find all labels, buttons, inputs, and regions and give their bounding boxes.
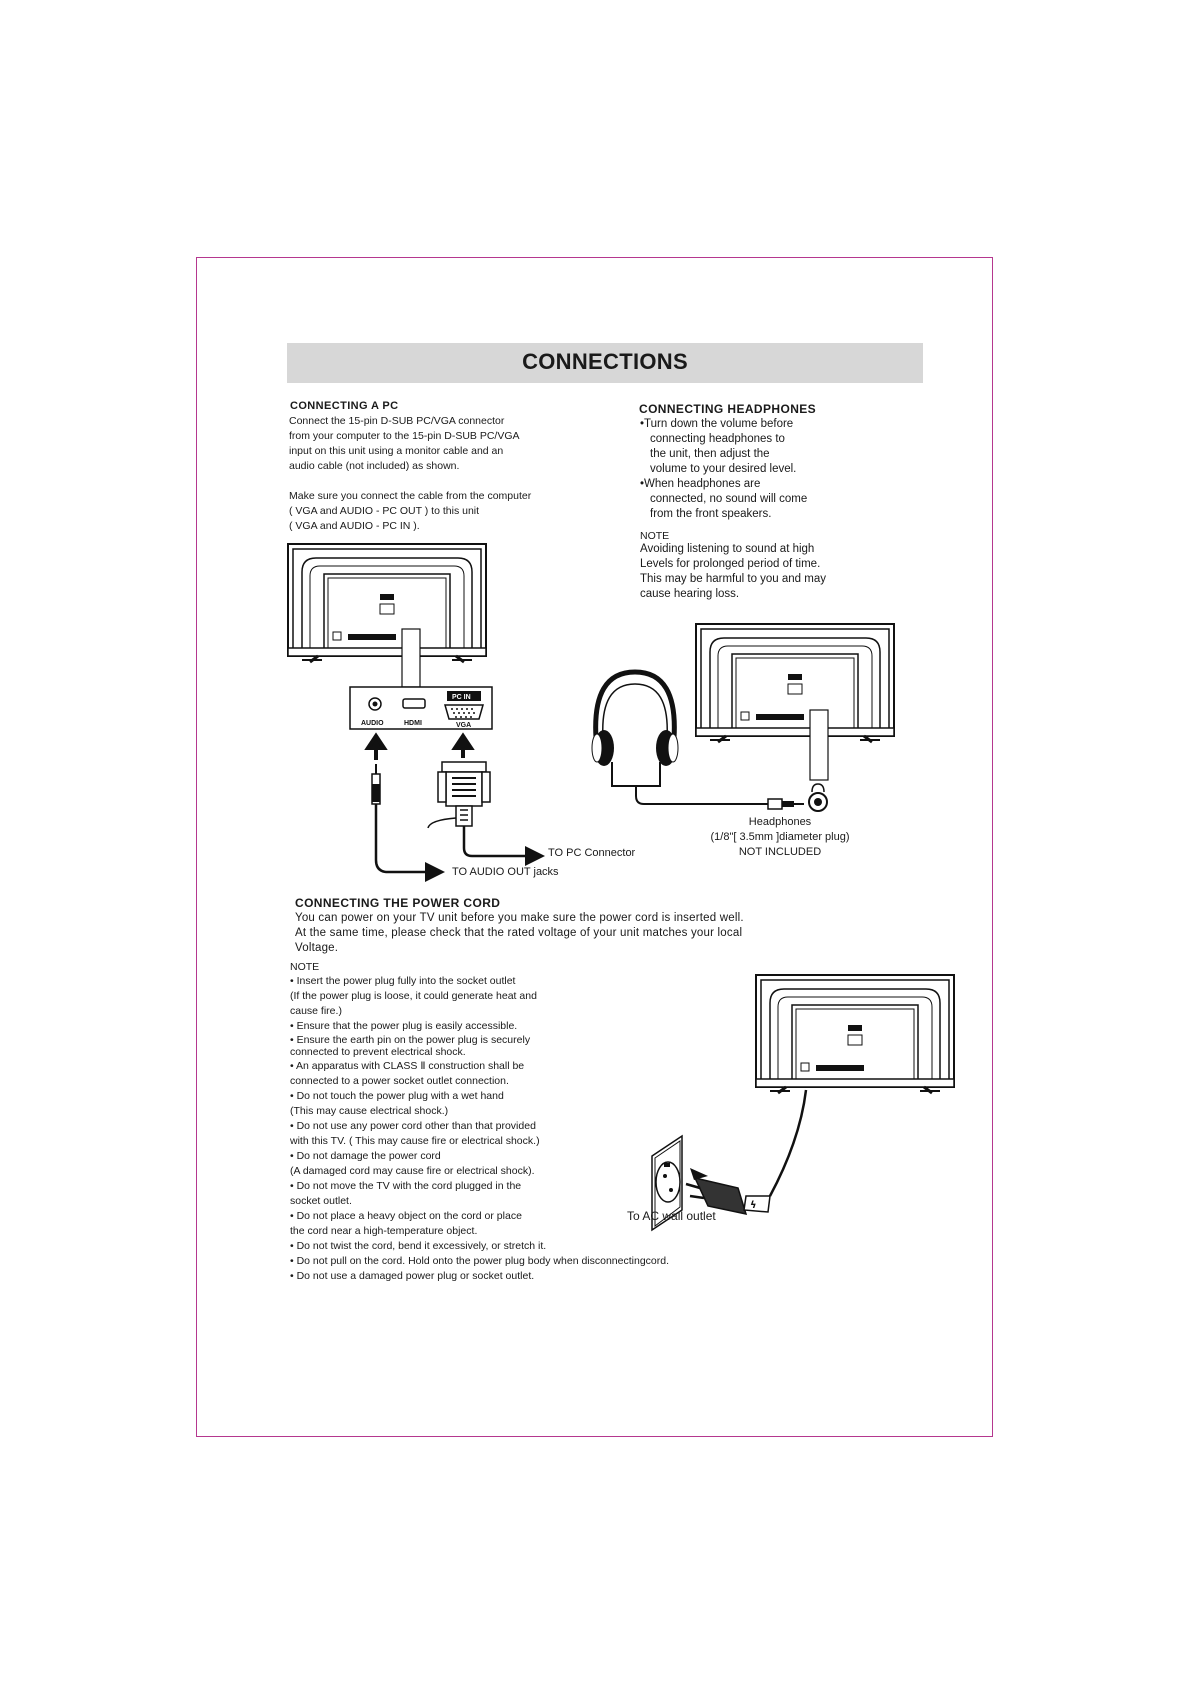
headphone-jack-icon xyxy=(809,784,827,811)
panel-label-hdmi: HDMI xyxy=(404,720,422,727)
headphones-bullets: •Turn down the volume before connecting headphones to the unit, then adjust the volume to your desired level. •When headphones are connected, no sound will come from the front speakers. xyxy=(640,418,808,520)
panel-label-vga: VGA xyxy=(456,722,472,729)
pc-paragraph-2: Make sure you connect the cable from the computer ( VGA and AUDIO - PC OUT ) to this unit ( VGA and AUDIO - PC IN ). xyxy=(289,490,532,532)
vga-plug-icon xyxy=(428,762,540,856)
connector-callout xyxy=(810,710,828,780)
pc-paragraph-1: Connect the 15-pin D-SUB PC/VGA connector from your computer to the 15-pin D-SUB PC/VGA input on this unit using a monitor cable and an audio cable (not included) as shown. xyxy=(289,415,520,472)
svg-text:ϟ: ϟ xyxy=(750,1200,757,1211)
power-intro: You can power on your TV unit before you make sure the power cord is inserted well. At the same time, please check that the rated voltage of your unit matches your local Voltage. xyxy=(295,912,744,954)
audio-plug-icon xyxy=(372,764,440,872)
pc-heading: CONNECTING A PC xyxy=(290,400,399,412)
panel-label-pc-in: PC IN xyxy=(452,694,471,701)
tv-rear-illustration-headphones xyxy=(696,624,894,742)
power-cord xyxy=(770,1090,806,1196)
headphones-heading: CONNECTING HEADPHONES xyxy=(639,402,817,416)
headphones-caption: Headphones (1/8"[ 3.5mm ]diameter plug) NOT INCLUDED xyxy=(710,816,850,858)
hdmi-port-icon xyxy=(403,699,425,708)
arrow-up-icon xyxy=(455,736,471,758)
label-to-audio-out: TO AUDIO OUT jacks xyxy=(452,866,559,878)
power-notes: • Insert the power plug fully into the socket outlet (If the power plug is loose, it could generate heat and cause fire.) • Ensure that the power plug is easily accessible. • Ensure the earth pin on the power plug is securely connected to prevent electrical shock. • An apparatus with CLASS Ⅱ construction shall be connected to a power socket outlet connection. • Do not touch the power plug with a wet hand (This may cause electrical shock.) • Do not use any power cord other than that provided with this TV. ( This may cause fire or electrical shock.) • Do not damage the power cord (A damaged cord may cause fire or electrical shock). • Do not move the TV with the cord plugged in the socket outlet. • Do not place a heavy object on the cord or place the cord near a high-temperature object. • Do not twist the cord, bend it excessively, or stretch it. • Do not pull on the cord. Hold onto the power plug body when disconnectingcord. • Do not use a damaged power plug or socket outlet. xyxy=(290,975,669,1282)
connector-panel xyxy=(350,687,492,729)
power-note-title: NOTE xyxy=(290,961,320,973)
page-title: CONNECTIONS xyxy=(522,349,688,374)
headphones-note: Avoiding listening to sound at high Levels for prolonged period of time. This may be harmful to you and may cause hearing loss. xyxy=(640,543,826,600)
power-heading: CONNECTING THE POWER CORD xyxy=(295,896,501,910)
headphones-note-title: NOTE xyxy=(640,530,670,542)
power-plug-icon xyxy=(686,1168,770,1214)
tv-rear-illustration-pc xyxy=(288,544,486,662)
connector-callout xyxy=(402,629,420,687)
tv-rear-illustration-power xyxy=(756,975,954,1093)
panel-label-audio: AUDIO xyxy=(361,720,384,727)
arrow-up-icon xyxy=(368,736,384,760)
power-caption: To AC wall outlet xyxy=(627,1209,716,1223)
label-to-pc-connector: TO PC Connector xyxy=(548,847,636,859)
